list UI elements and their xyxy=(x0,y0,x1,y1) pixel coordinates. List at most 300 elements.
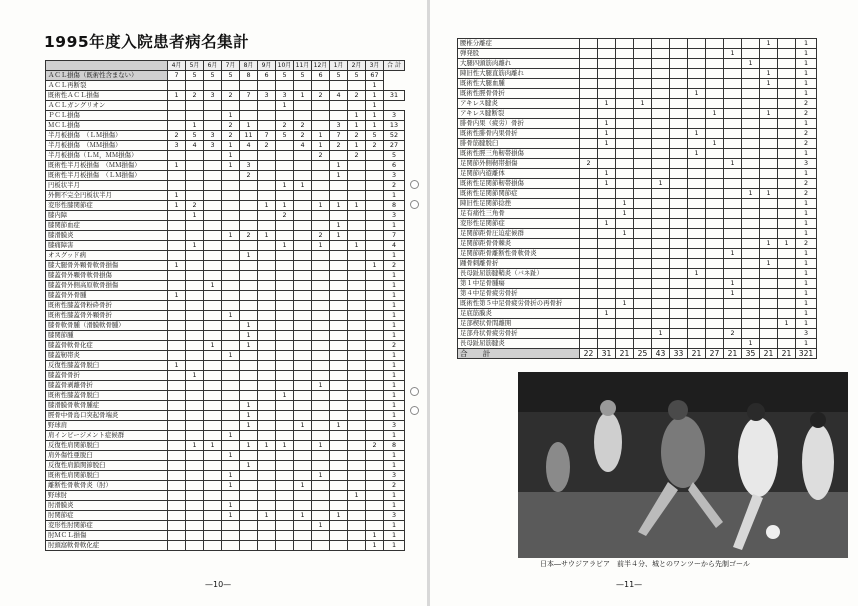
binder-hole xyxy=(410,406,419,415)
table-cell xyxy=(652,299,670,309)
table-cell xyxy=(366,161,384,171)
table-cell xyxy=(616,219,634,229)
table-cell xyxy=(312,281,330,291)
table-cell xyxy=(294,341,312,351)
table-cell xyxy=(724,219,742,229)
table-cell xyxy=(204,261,222,271)
table-cell xyxy=(204,421,222,431)
table-cell xyxy=(204,231,222,241)
table-cell: 2 xyxy=(294,121,312,131)
table-row xyxy=(46,211,405,221)
table-cell: 1 xyxy=(796,199,817,209)
table-cell xyxy=(634,319,652,329)
table-cell: 8 xyxy=(384,441,405,451)
table-cell xyxy=(348,511,366,521)
table-cell xyxy=(330,391,348,401)
table-cell xyxy=(688,69,706,79)
table-cell xyxy=(598,109,616,119)
table-cell: 1 xyxy=(240,461,258,471)
page-number: —10— xyxy=(205,580,232,589)
table-row xyxy=(458,249,817,259)
table-cell xyxy=(366,301,384,311)
table-cell xyxy=(670,59,688,69)
table-cell xyxy=(742,109,760,119)
table-cell xyxy=(652,239,670,249)
table-row xyxy=(46,341,405,351)
table-cell: 7 xyxy=(384,231,405,241)
table-cell xyxy=(294,151,312,161)
diagnosis-label: 膝蓋骨剥離骨折 xyxy=(46,381,168,391)
table-cell xyxy=(186,111,204,121)
table-row xyxy=(46,71,405,81)
table-cell: 5 xyxy=(384,151,405,161)
table-cell xyxy=(706,229,724,239)
table-cell: 1 xyxy=(240,251,258,261)
table-cell xyxy=(670,89,688,99)
table-row xyxy=(458,199,817,209)
table-cell xyxy=(366,251,384,261)
table-cell xyxy=(276,221,294,231)
diagnosis-label: 陳旧性大腿直筋肉離れ xyxy=(458,69,580,79)
table-cell xyxy=(652,149,670,159)
table-cell xyxy=(742,239,760,249)
table-cell xyxy=(186,311,204,321)
table-cell xyxy=(312,261,330,271)
diagnosis-label: 肘滑膜炎 xyxy=(46,501,168,511)
table-cell: 2 xyxy=(186,201,204,211)
table-cell: 1 xyxy=(384,281,405,291)
table-cell xyxy=(778,49,796,59)
table-cell xyxy=(168,321,186,331)
table-cell xyxy=(366,511,384,521)
table-cell xyxy=(204,221,222,231)
table-cell: 1 xyxy=(168,161,186,171)
diagnosis-label: 足底筋膜炎 xyxy=(458,309,580,319)
table-cell xyxy=(276,421,294,431)
table-row xyxy=(458,229,817,239)
table-cell xyxy=(366,321,384,331)
table-row xyxy=(46,541,405,551)
table-cell: 6月 xyxy=(204,61,222,71)
table-cell: 1 xyxy=(294,181,312,191)
table-cell xyxy=(670,139,688,149)
table-cell xyxy=(330,281,348,291)
table-cell xyxy=(366,451,384,461)
table-cell xyxy=(240,531,258,541)
table-cell xyxy=(670,39,688,49)
diagnosis-label: ＡＣＬ再断裂 xyxy=(46,81,168,91)
table-cell xyxy=(168,81,186,91)
table-cell xyxy=(706,199,724,209)
table-cell: 2 xyxy=(348,91,366,101)
table-cell: 9月 xyxy=(258,61,276,71)
table-cell xyxy=(294,171,312,181)
table-cell xyxy=(222,381,240,391)
table-cell xyxy=(240,271,258,281)
table-cell xyxy=(742,179,760,189)
table-cell: 2 xyxy=(168,131,186,141)
diagnosis-label: 野球肩 xyxy=(46,421,168,431)
table-cell xyxy=(760,179,778,189)
table-cell xyxy=(204,211,222,221)
table-cell xyxy=(348,251,366,261)
table-cell xyxy=(366,431,384,441)
table-cell xyxy=(706,329,724,339)
table-cell xyxy=(670,169,688,179)
right-page xyxy=(430,0,858,606)
left-page xyxy=(0,0,428,606)
table-cell xyxy=(688,169,706,179)
table-row xyxy=(458,169,817,179)
table-cell xyxy=(312,431,330,441)
table-cell xyxy=(276,261,294,271)
table-cell: 2 xyxy=(796,139,817,149)
table-cell xyxy=(258,431,276,441)
table-cell xyxy=(330,181,348,191)
table-row xyxy=(46,171,405,181)
table-cell xyxy=(366,411,384,421)
table-cell xyxy=(312,221,330,231)
table-cell xyxy=(348,311,366,321)
table-cell xyxy=(580,59,598,69)
table-cell xyxy=(742,139,760,149)
table-cell xyxy=(186,341,204,351)
table-row xyxy=(458,59,817,69)
table-cell: 1 xyxy=(616,229,634,239)
table-cell xyxy=(330,211,348,221)
table-cell xyxy=(294,541,312,551)
table-row xyxy=(46,391,405,401)
table-cell xyxy=(168,541,186,551)
table-cell xyxy=(706,159,724,169)
table-cell: 1 xyxy=(760,259,778,269)
table-cell xyxy=(330,261,348,271)
table-cell xyxy=(258,541,276,551)
table-cell xyxy=(240,311,258,321)
table-cell: 1 xyxy=(796,39,817,49)
table-cell xyxy=(258,531,276,541)
table-cell: 3 xyxy=(796,159,817,169)
table-cell: 1 xyxy=(384,251,405,261)
table-cell xyxy=(222,101,240,111)
table-cell xyxy=(222,391,240,401)
table-cell xyxy=(348,271,366,281)
table-cell xyxy=(366,331,384,341)
table-cell: 1 xyxy=(598,99,616,109)
table-cell xyxy=(186,291,204,301)
table-cell xyxy=(294,331,312,341)
table-cell xyxy=(276,171,294,181)
table-cell xyxy=(724,239,742,249)
table-cell xyxy=(168,421,186,431)
table-cell xyxy=(276,381,294,391)
table-cell xyxy=(222,251,240,261)
table-cell xyxy=(670,319,688,329)
table-cell xyxy=(670,279,688,289)
table-cell xyxy=(168,371,186,381)
table-cell: 1 xyxy=(796,299,817,309)
table-cell: 1 xyxy=(348,141,366,151)
table-cell xyxy=(222,521,240,531)
table-cell: 1 xyxy=(760,79,778,89)
table-cell xyxy=(258,391,276,401)
table-cell xyxy=(186,281,204,291)
table-cell xyxy=(778,129,796,139)
soccer-match-photo xyxy=(518,372,848,558)
table-cell: 2 xyxy=(312,151,330,161)
table-cell: 8 xyxy=(240,71,258,81)
table-cell: 21 xyxy=(724,349,742,359)
table-cell xyxy=(742,149,760,159)
table-cell: 1 xyxy=(724,289,742,299)
diagnosis-label: 既術性半月板損傷 （ＭＭ損傷） xyxy=(46,161,168,171)
table-row xyxy=(458,49,817,59)
table-cell: 1 xyxy=(366,531,384,541)
table-cell: 1 xyxy=(384,391,405,401)
table-cell: 1 xyxy=(258,441,276,451)
table-cell: 1 xyxy=(312,441,330,451)
table-cell xyxy=(222,211,240,221)
table-cell: 2 xyxy=(294,131,312,141)
table-cell: 2 xyxy=(348,131,366,141)
table-cell xyxy=(724,59,742,69)
table-cell xyxy=(222,261,240,271)
table-cell xyxy=(742,89,760,99)
table-cell: 1 xyxy=(384,461,405,471)
table-cell xyxy=(742,289,760,299)
table-cell xyxy=(312,351,330,361)
table-cell xyxy=(168,461,186,471)
table-cell xyxy=(168,351,186,361)
table-cell: 2 xyxy=(348,151,366,161)
table-cell xyxy=(652,279,670,289)
table-cell xyxy=(652,79,670,89)
table-cell xyxy=(240,391,258,401)
table-cell xyxy=(724,269,742,279)
table-cell: 2 xyxy=(240,231,258,241)
table-cell xyxy=(312,491,330,501)
table-cell xyxy=(222,301,240,311)
table-cell xyxy=(670,49,688,59)
table-cell xyxy=(580,69,598,79)
table-row xyxy=(46,141,405,151)
table-cell xyxy=(742,159,760,169)
table-cell xyxy=(616,149,634,159)
table-cell xyxy=(312,421,330,431)
table-cell xyxy=(652,69,670,79)
table-cell: 2 xyxy=(384,481,405,491)
table-cell: 1 xyxy=(688,89,706,99)
table-cell xyxy=(760,99,778,109)
table-cell: 1 xyxy=(168,261,186,271)
table-cell xyxy=(258,461,276,471)
diagnosis-label: アキレス腱断裂 xyxy=(458,109,580,119)
table-cell: 7 xyxy=(330,131,348,141)
table-cell xyxy=(778,169,796,179)
table-cell xyxy=(634,69,652,79)
table-cell: 1 xyxy=(366,121,384,131)
totals-row xyxy=(458,349,817,359)
table-cell xyxy=(258,501,276,511)
table-cell xyxy=(276,371,294,381)
table-cell: 7 xyxy=(240,91,258,101)
table-cell xyxy=(688,309,706,319)
table-cell xyxy=(240,201,258,211)
table-cell xyxy=(634,59,652,69)
table-cell xyxy=(366,401,384,411)
table-cell xyxy=(598,149,616,159)
table-cell xyxy=(330,461,348,471)
table-cell xyxy=(688,39,706,49)
table-cell: 2 xyxy=(258,141,276,151)
table-cell xyxy=(616,129,634,139)
table-cell xyxy=(168,181,186,191)
diagnosis-label: 第１中足骨腫瘍 xyxy=(458,279,580,289)
table-cell: 1 xyxy=(616,209,634,219)
table-cell xyxy=(366,171,384,181)
table-cell xyxy=(760,129,778,139)
table-cell xyxy=(330,451,348,461)
table-cell xyxy=(204,301,222,311)
table-cell xyxy=(222,321,240,331)
table-cell xyxy=(688,219,706,229)
table-cell xyxy=(778,279,796,289)
table-row xyxy=(46,151,405,161)
table-cell xyxy=(186,271,204,281)
table-cell xyxy=(670,219,688,229)
table-cell xyxy=(760,149,778,159)
table-cell xyxy=(330,331,348,341)
table-cell xyxy=(294,321,312,331)
table-cell xyxy=(688,249,706,259)
table-cell xyxy=(616,269,634,279)
table-cell xyxy=(778,289,796,299)
diagnosis-label: ＡＣＬ損傷（既術性含まない） xyxy=(46,71,168,81)
table-cell xyxy=(276,401,294,411)
table-cell xyxy=(294,371,312,381)
diagnosis-label: 膝骨軟骨腫（滑膜軟骨腫） xyxy=(46,321,168,331)
table-cell: 5 xyxy=(276,71,294,81)
table-row xyxy=(458,69,817,79)
table-cell xyxy=(204,311,222,321)
table-cell xyxy=(778,259,796,269)
table-cell xyxy=(670,239,688,249)
diagnosis-label: 既術性膝蓋骨外顆骨折 xyxy=(46,311,168,321)
table-cell xyxy=(168,451,186,461)
table-cell xyxy=(330,531,348,541)
table-cell xyxy=(760,319,778,329)
table-cell xyxy=(348,261,366,271)
table-cell xyxy=(312,121,330,131)
photo-caption: 日本―サウジアラビア 前半４分、城とのワンツーから先制ゴール xyxy=(540,560,750,568)
table-cell xyxy=(652,319,670,329)
table-cell xyxy=(240,241,258,251)
table-cell xyxy=(670,329,688,339)
table-cell: 1 xyxy=(330,161,348,171)
table-cell xyxy=(778,149,796,159)
table-cell xyxy=(312,391,330,401)
table-row xyxy=(46,441,405,451)
table-cell xyxy=(778,109,796,119)
table-cell: 2 xyxy=(796,189,817,199)
table-cell xyxy=(366,151,384,161)
table-cell xyxy=(312,341,330,351)
table-cell xyxy=(634,119,652,129)
diagnosis-label: 肩インピージメント症候群 xyxy=(46,431,168,441)
table-cell xyxy=(186,191,204,201)
table-cell: 1 xyxy=(240,121,258,131)
table-cell: 1 xyxy=(168,201,186,211)
table-cell xyxy=(312,171,330,181)
table-cell xyxy=(240,361,258,371)
table-cell: 1 xyxy=(204,441,222,451)
table-cell xyxy=(760,299,778,309)
table-cell xyxy=(724,89,742,99)
table-cell xyxy=(778,39,796,49)
diagnosis-label: 腓骨筋腱脱臼 xyxy=(458,139,580,149)
table-cell xyxy=(258,351,276,361)
table-cell xyxy=(294,251,312,261)
table-cell xyxy=(616,169,634,179)
table-cell xyxy=(294,301,312,311)
table-cell: 1 xyxy=(186,371,204,381)
table-cell xyxy=(204,331,222,341)
table-cell: 3 xyxy=(258,91,276,101)
table-cell xyxy=(258,221,276,231)
table-cell xyxy=(276,481,294,491)
table-cell: 1 xyxy=(652,329,670,339)
table-cell xyxy=(598,269,616,279)
table-cell: 2 xyxy=(796,109,817,119)
table-cell: 1 xyxy=(258,511,276,521)
table-cell xyxy=(276,361,294,371)
table-cell xyxy=(294,401,312,411)
table-cell: 1 xyxy=(796,289,817,299)
table-row xyxy=(46,111,405,121)
table-cell xyxy=(670,229,688,239)
table-cell xyxy=(706,269,724,279)
table-cell xyxy=(598,259,616,269)
table-cell xyxy=(258,451,276,461)
table-cell: 1 xyxy=(312,141,330,151)
table-cell: 1 xyxy=(598,179,616,189)
table-cell xyxy=(634,329,652,339)
table-cell xyxy=(258,101,276,111)
table-cell xyxy=(186,321,204,331)
table-cell xyxy=(760,199,778,209)
table-cell xyxy=(312,331,330,341)
table-cell: 25 xyxy=(634,349,652,359)
diagnosis-label: 膝内障 xyxy=(46,211,168,221)
table-cell: 3 xyxy=(204,131,222,141)
header-cell xyxy=(46,61,168,71)
table-cell xyxy=(312,361,330,371)
table-cell: 1 xyxy=(760,109,778,119)
table-cell xyxy=(616,39,634,49)
table-cell xyxy=(204,361,222,371)
table-cell xyxy=(348,221,366,231)
table-cell xyxy=(706,119,724,129)
table-cell xyxy=(204,481,222,491)
diagnosis-label: 膝蓋骨外側高原軟骨損傷 xyxy=(46,281,168,291)
diagnosis-label: 膝痛障害 xyxy=(46,241,168,251)
table-cell: 1 xyxy=(348,491,366,501)
table-cell xyxy=(580,199,598,209)
table-cell: 6 xyxy=(384,161,405,171)
table-cell xyxy=(204,101,222,111)
table-cell xyxy=(222,221,240,231)
diagnosis-label: 足部舟状骨疲労骨折 xyxy=(458,329,580,339)
